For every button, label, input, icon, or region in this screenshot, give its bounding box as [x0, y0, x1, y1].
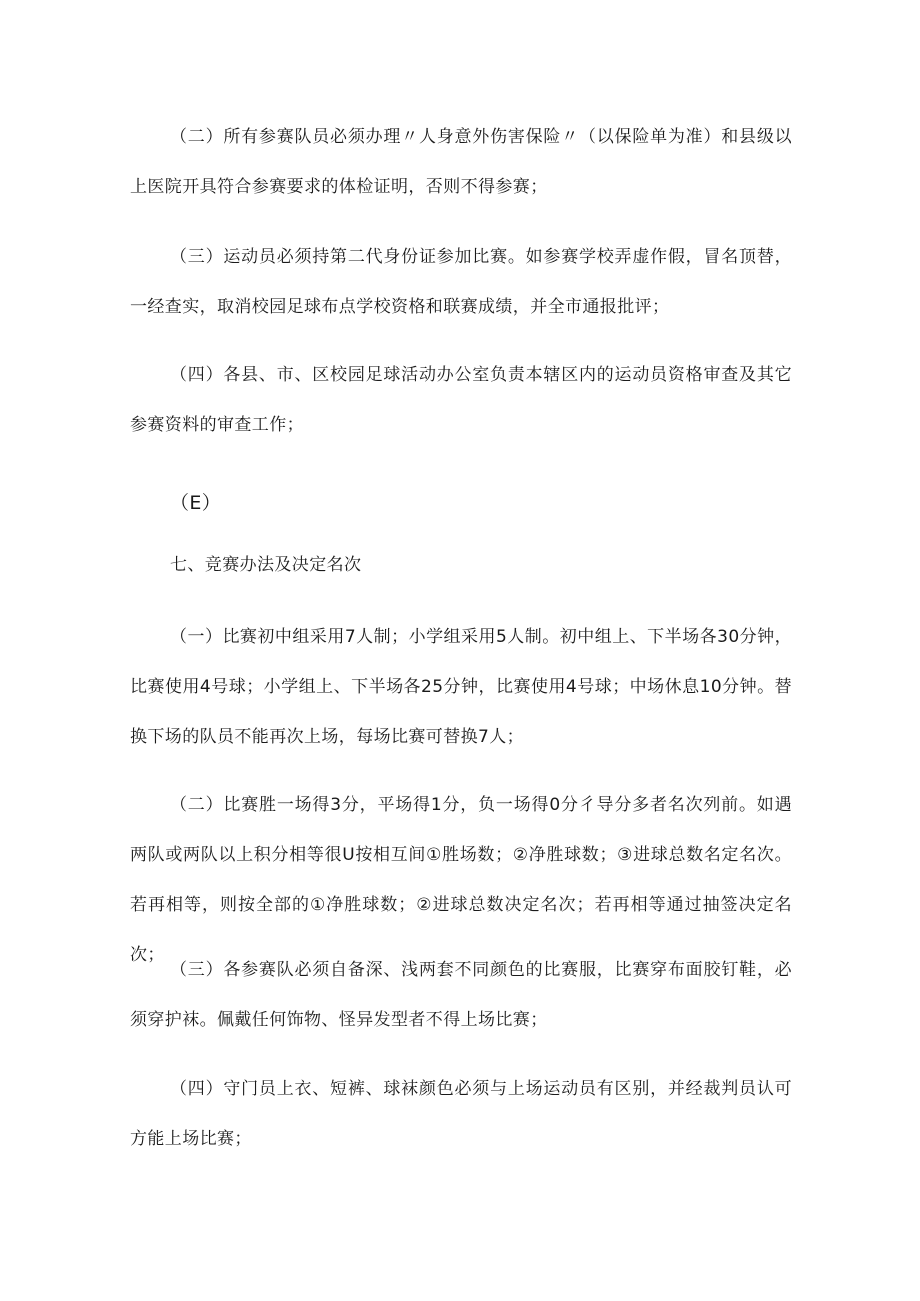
paragraph-scoring-rules: （二）比赛胜一场得3分，平场得1分，负一场得0分彳导分多者名次列前。如遇两队或两队以上积分相等很U按相互间①胜场数；②净胜球数；③进球总数名定名次。若再相等，则按全部的①净胜球数；②进球总数决定名次；若再相等通过抽签决定名次； [130, 795, 792, 965]
paragraph-insurance-requirement: （二）所有参赛队员必须办理〃人身意外伤害保险〃（以保险单为准）和县级以上医院开具符合参赛要求的体检证明，否则不得参赛； [130, 127, 792, 197]
paragraph-goalkeeper-uniform: （四）守门员上衣、短裤、球袜颜色必须与上场运动员有区别，并经裁判员认可方能上场比赛； [130, 1079, 792, 1149]
paragraph-uniform-requirements: （三）各参赛队必须自备深、浅两套不同颜色的比赛服，比赛穿布面胶钉鞋，必须穿护袜。佩戴任何饰物、怪异发型者不得上场比赛； [130, 960, 792, 1030]
paragraph-id-card-requirement: （三）运动员必须持第二代身份证参加比赛。如参赛学校弄虚作假，冒名顶替，一经查实，取消校园足球布点学校资格和联赛成绩，并全市通报批评； [130, 247, 792, 317]
section-heading-competition-method: 七、竞赛办法及决定名次 [170, 555, 362, 575]
section-marker: （E） [170, 492, 222, 514]
paragraph-match-format: （一）比赛初中组采用7人制；小学组采用5人制。初中组上、下半场各30分钟，比赛使用4号球；小学组上、下半场各25分钟，比赛使用4号球；中场休息10分钟。替换下场的队员不能再次上场，每场比赛可替换7人； [130, 627, 792, 747]
paragraph-qualification-review: （四）各县、市、区校园足球活动办公室负责本辖区内的运动员资格审查及其它参赛资料的审查工作； [130, 365, 792, 435]
